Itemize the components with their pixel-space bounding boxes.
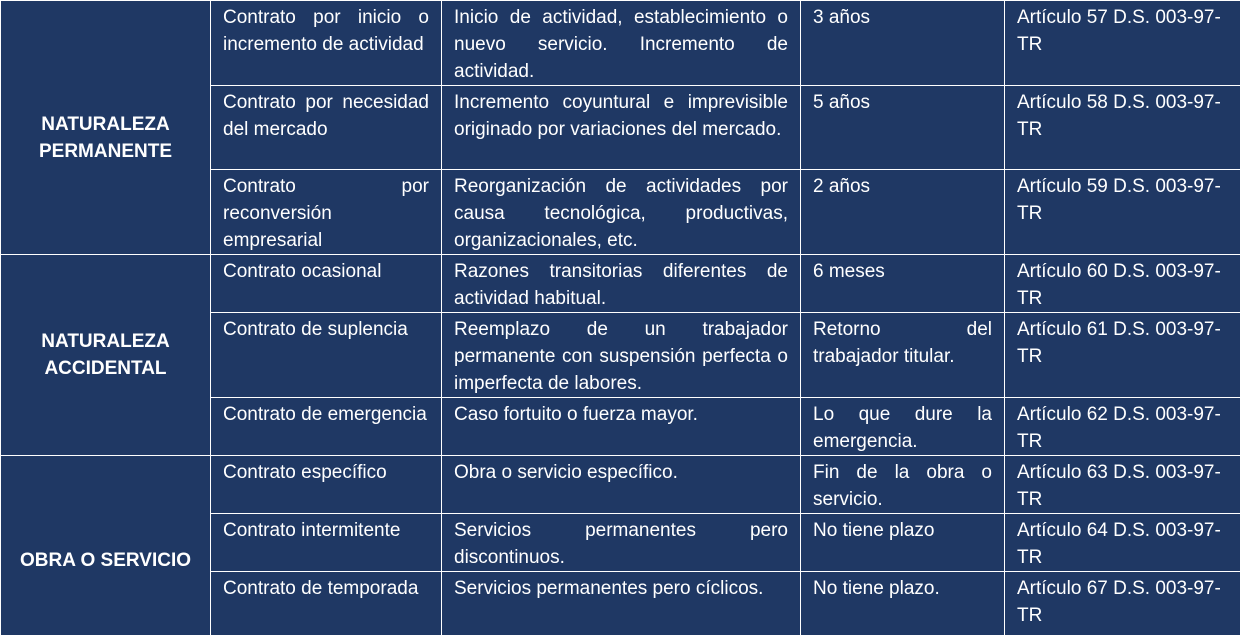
group-label-line: PERMANENTE [38,140,172,162]
table-row [1,1,1241,86]
contract-type-cell: Contrato de temporada [211,572,442,636]
group-label-line: NATURALEZA [41,331,170,352]
table-row [1,255,1241,313]
reference-cell: Artículo 62 D.S. 003-97-TR [1005,398,1241,456]
duration-cell: No tiene plazo. [801,572,1005,636]
group-label-line: OBRA O SERVICIO [19,550,192,571]
contract-type-cell: Contrato de emergencia [211,398,442,456]
contract-type-cell: Contrato específico [211,456,442,514]
reference-cell: Artículo 67 D.S. 003-97-TR [1005,572,1241,636]
cause-cell: Razones transitorias diferentes de actividad habitual. [442,255,801,313]
duration-cell: No tiene plazo [801,514,1005,572]
cause-cell: Caso fortuito o fuerza mayor. [442,398,801,456]
cause-cell: Reorganización de actividades por causa tecnológica, productivas, organizacionales, etc. [442,170,801,255]
duration-cell: 5 años [801,86,1005,170]
group-label-obra-servicio [1,456,211,636]
contract-type-cell: Contrato ocasional [211,255,442,313]
duration-cell: 2 años [801,170,1005,255]
contract-type-cell: Contrato por inicio o incremento de actividad [211,1,442,86]
contract-type-cell: Contrato por necesidad del mercado [211,86,442,170]
duration-cell: 3 años [801,1,1005,86]
reference-cell: Artículo 64 D.S. 003-97-TR [1005,514,1241,572]
group-label-line: NATURALEZA [41,113,170,135]
reference-cell: Artículo 63 D.S. 003-97-TR [1005,456,1241,514]
reference-cell: Artículo 58 D.S. 003-97-TR [1005,86,1241,170]
contract-type-cell: Contrato intermitente [211,514,442,572]
cause-cell: Inicio de actividad, establecimiento o nuevo servicio. Incremento de actividad. [442,1,801,86]
duration-cell: 6 meses [801,255,1005,313]
reference-cell: Artículo 60 D.S. 003-97-TR [1005,255,1241,313]
reference-cell: Artículo 61 D.S. 003-97-TR [1005,313,1241,398]
table-row [1,456,1241,514]
group-label-accidental [1,255,211,456]
cause-cell: Servicios permanentes pero cíclicos. [442,572,801,636]
duration-cell: Retorno del trabajador titular. [801,313,1005,398]
group-label-permanente [1,1,211,255]
contract-type-cell: Contrato por reconversión empresarial [211,170,442,255]
cause-cell: Incremento coyuntural e imprevisible originado por variaciones del mercado. [442,86,801,170]
duration-cell: Fin de la obra o servicio. [801,456,1005,514]
duration-cell: Lo que dure la emergencia. [801,398,1005,456]
cause-cell: Obra o servicio específico. [442,456,801,514]
cause-cell: Reemplazo de un trabajador permanente con suspensión perfecta o imperfecta de labores. [442,313,801,398]
cause-cell: Servicios permanentes pero discontinuos. [442,514,801,572]
reference-cell: Artículo 57 D.S. 003-97-TR [1005,1,1241,86]
reference-cell: Artículo 59 D.S. 003-97-TR [1005,170,1241,255]
group-label-line: ACCIDENTAL [44,358,167,379]
contract-type-cell: Contrato de suplencia [211,313,442,398]
